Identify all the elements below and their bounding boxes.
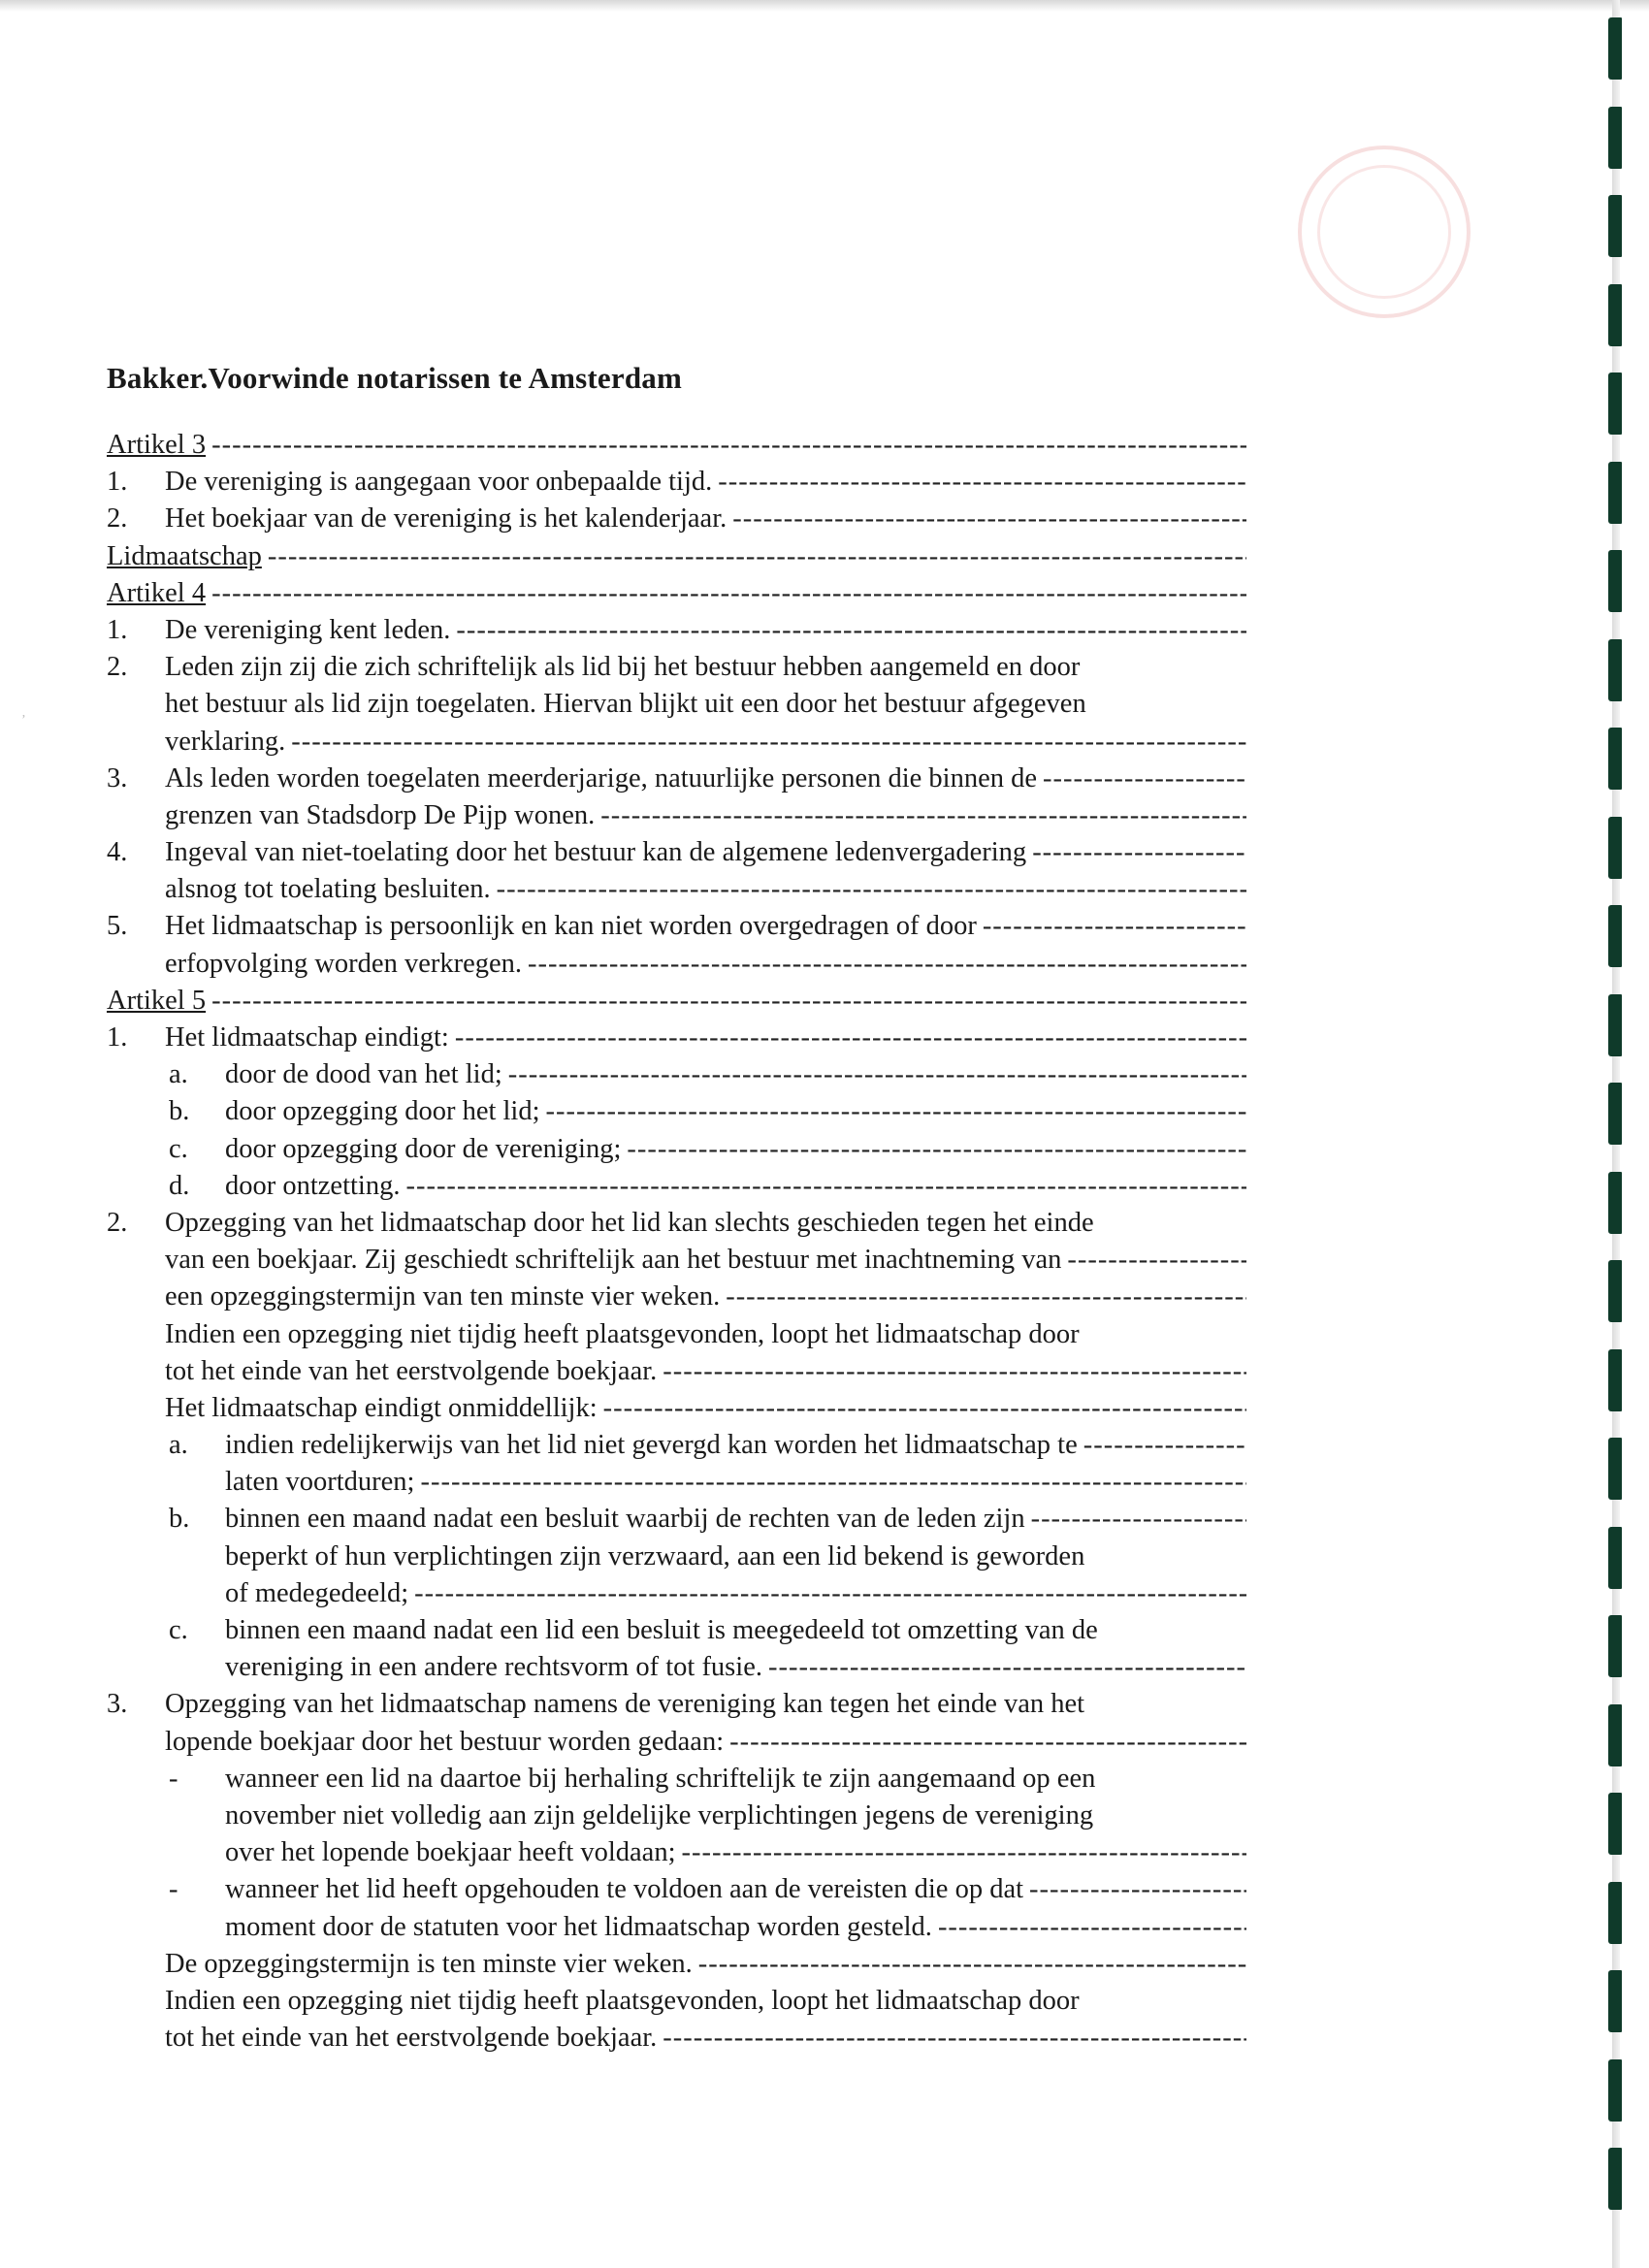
document-line bbox=[107, 1575, 1246, 1612]
document-line bbox=[107, 1390, 1246, 1427]
line-text: of medegedeeld; bbox=[225, 1577, 409, 1608]
binding-coil bbox=[1608, 1260, 1622, 1322]
document-line bbox=[107, 1093, 1246, 1130]
binding-coil bbox=[1608, 905, 1622, 967]
dash-filler bbox=[603, 1390, 1246, 1427]
line-text: Als leden worden toegelaten meerderjarige, natuurlijke personen die binnen de bbox=[165, 762, 1037, 794]
binding-coil bbox=[1608, 1882, 1622, 1944]
binding-coil bbox=[1608, 817, 1622, 879]
section-heading: Artikel 3 bbox=[107, 430, 207, 460]
list-marker: 2. bbox=[107, 1207, 128, 1238]
document-line bbox=[107, 1501, 1246, 1538]
dash-filler bbox=[497, 871, 1246, 908]
binding-coil bbox=[1608, 1172, 1622, 1234]
document-line bbox=[107, 1168, 1246, 1205]
line-text: een opzeggingstermijn van ten minste vier weken. bbox=[165, 1281, 721, 1312]
dash-filler bbox=[726, 1279, 1246, 1315]
binding-coil bbox=[1608, 1083, 1622, 1145]
binding-coil bbox=[1608, 1527, 1622, 1589]
document-line bbox=[107, 761, 1246, 797]
binding-coil bbox=[1608, 1349, 1622, 1411]
binding-coil bbox=[1608, 1615, 1622, 1677]
scan-top-edge bbox=[0, 0, 1649, 12]
list-marker: 3. bbox=[107, 762, 128, 794]
list-marker: b. bbox=[169, 1504, 190, 1535]
document-line bbox=[107, 2020, 1246, 2057]
document-line bbox=[107, 983, 1246, 1020]
document-line bbox=[107, 1056, 1246, 1093]
binding-coil bbox=[1608, 1438, 1622, 1500]
binding-coil bbox=[1608, 195, 1622, 257]
line-text: Ingeval van niet-toelating door het bestuur kan de algemene ledenvergadering bbox=[165, 837, 1027, 868]
document-line bbox=[107, 1131, 1246, 1168]
line-text: door ontzetting. bbox=[225, 1170, 401, 1201]
document-line bbox=[107, 834, 1246, 871]
section-heading: Artikel 5 bbox=[107, 985, 207, 1016]
scan-speck: ʼ bbox=[21, 713, 26, 728]
line-text: Leden zijn zij die zich schriftelijk als lid bij het bestuur hebben aangemeld en door bbox=[165, 652, 1081, 683]
dash-filler bbox=[938, 1909, 1246, 1946]
dash-filler bbox=[1031, 1501, 1246, 1538]
binding-coil bbox=[1608, 107, 1622, 169]
document-line bbox=[107, 686, 1246, 723]
dash-filler bbox=[1083, 1427, 1246, 1464]
document-line bbox=[107, 1020, 1246, 1056]
list-marker: 1. bbox=[107, 467, 128, 498]
line-text: wanneer een lid na daartoe bij herhaling schriftelijk te zijn aangemaand op een bbox=[225, 1763, 1096, 1794]
document-line bbox=[107, 1353, 1246, 1390]
dash-filler bbox=[1029, 1871, 1246, 1908]
line-text: wanneer het lid heeft opgehouden te voldoen aan de vereisten die op dat bbox=[225, 1874, 1024, 1905]
document-line bbox=[107, 1427, 1246, 1464]
list-marker: a. bbox=[169, 1059, 188, 1090]
dash-filler bbox=[211, 983, 1246, 1020]
line-text: alsnog tot toelating besluiten. bbox=[165, 874, 491, 905]
line-text: binnen een maand nadat een lid een besluit is meegedeeld tot omzetting van de bbox=[225, 1615, 1098, 1645]
document-line bbox=[107, 1871, 1246, 1908]
dash-filler bbox=[508, 1056, 1246, 1093]
line-text: van een boekjaar. Zij geschiedt schriftelijk aan het bestuur met inachtneming van bbox=[165, 1245, 1062, 1276]
dash-filler bbox=[211, 427, 1246, 464]
document-line bbox=[107, 1242, 1246, 1279]
list-marker: 3. bbox=[107, 1689, 128, 1720]
document-line bbox=[107, 797, 1246, 834]
list-marker: 1. bbox=[107, 1022, 128, 1053]
dash-filler bbox=[420, 1464, 1246, 1501]
line-text: lopende boekjaar door het bestuur worden gedaan: bbox=[165, 1726, 725, 1757]
binding-coil bbox=[1608, 639, 1622, 701]
dash-filler bbox=[405, 1168, 1246, 1205]
dash-filler bbox=[456, 612, 1246, 649]
dash-filler bbox=[768, 1649, 1246, 1686]
line-text: Indien een opzegging niet tijdig heeft plaatsgevonden, loopt het lidmaatschap door bbox=[165, 1985, 1080, 2016]
list-marker: 1. bbox=[107, 614, 128, 645]
line-text: moment door de statuten voor het lidmaatschap worden gesteld. bbox=[225, 1911, 932, 1942]
document-line bbox=[107, 1686, 1246, 1723]
section-heading: Lidmaatschap bbox=[107, 540, 262, 571]
binding-coil bbox=[1608, 284, 1622, 346]
document-line bbox=[107, 464, 1246, 501]
line-text: het bestuur als lid zijn toegelaten. Hiervan blijkt uit een door het bestuur afgegeven bbox=[165, 689, 1086, 720]
line-text: vereniging in een andere rechtsvorm of tot fusie. bbox=[225, 1652, 762, 1683]
document-line bbox=[107, 1946, 1246, 1983]
line-text: november niet volledig aan zijn geldelijke verplichtingen jegens de vereniging bbox=[225, 1799, 1094, 1831]
document-line bbox=[107, 538, 1246, 575]
document-line bbox=[107, 1761, 1246, 1798]
document-line bbox=[107, 946, 1246, 983]
dash-filler bbox=[414, 1575, 1246, 1612]
document-line bbox=[107, 427, 1246, 464]
document-line bbox=[107, 1279, 1246, 1315]
line-text: Indien een opzegging niet tijdig heeft plaatsgevonden, loopt het lidmaatschap door bbox=[165, 1318, 1080, 1349]
dash-filler bbox=[663, 1353, 1246, 1390]
document-body bbox=[107, 427, 1246, 2057]
list-marker: d. bbox=[169, 1170, 190, 1201]
binding-coil bbox=[1608, 2059, 1622, 2122]
document-line bbox=[107, 649, 1246, 686]
binding-coil bbox=[1608, 17, 1622, 80]
line-text: Opzegging van het lidmaatschap door het lid kan slechts geschieden tegen het einde bbox=[165, 1207, 1094, 1238]
binding-coil bbox=[1608, 1793, 1622, 1855]
document-line bbox=[107, 575, 1246, 612]
line-text: grenzen van Stadsdorp De Pijp wonen. bbox=[165, 799, 596, 830]
line-text: Het lidmaatschap is persoonlijk en kan niet worden overgedragen of door bbox=[165, 911, 977, 942]
document-line bbox=[107, 612, 1246, 649]
list-marker: - bbox=[169, 1763, 178, 1794]
line-text: verklaring. bbox=[165, 726, 286, 757]
dash-filler bbox=[718, 464, 1246, 501]
document-line bbox=[107, 501, 1246, 537]
binding-coil bbox=[1608, 373, 1622, 435]
document-line bbox=[107, 1612, 1246, 1649]
list-marker: - bbox=[169, 1874, 178, 1905]
document-line bbox=[107, 1983, 1246, 2020]
line-text: Opzegging van het lidmaatschap namens de vereniging kan tegen het einde van het bbox=[165, 1689, 1085, 1720]
document-line bbox=[107, 1724, 1246, 1761]
notary-header: Bakker.Voorwinde notarissen te Amsterdam bbox=[107, 361, 682, 395]
list-marker: a. bbox=[169, 1430, 188, 1461]
line-text: over het lopende boekjaar heeft voldaan; bbox=[225, 1837, 676, 1868]
line-text: Het boekjaar van de vereniging is het kalenderjaar. bbox=[165, 503, 728, 535]
list-marker: c. bbox=[169, 1615, 188, 1645]
list-marker: 2. bbox=[107, 652, 128, 683]
document-line bbox=[107, 1316, 1246, 1353]
section-heading: Artikel 4 bbox=[107, 577, 207, 608]
line-text: door opzegging door het lid; bbox=[225, 1096, 540, 1127]
dash-filler bbox=[732, 501, 1246, 537]
dash-filler bbox=[1067, 1242, 1246, 1279]
spiral-binding bbox=[1591, 0, 1649, 2268]
line-text: binnen een maand nadat een besluit waarbij de rechten van de leden zijn bbox=[225, 1504, 1025, 1535]
list-marker: b. bbox=[169, 1096, 190, 1127]
line-text: beperkt of hun verplichtingen zijn verzwaard, aan een lid bekend is geworden bbox=[225, 1540, 1085, 1571]
document-line bbox=[107, 1464, 1246, 1501]
line-text: De vereniging is aangegaan voor onbepaalde tijd. bbox=[165, 467, 713, 498]
list-marker: 2. bbox=[107, 503, 128, 535]
document-line bbox=[107, 1798, 1246, 1834]
dash-filler bbox=[600, 797, 1246, 834]
binding-coil bbox=[1608, 994, 1622, 1056]
line-text: door de dood van het lid; bbox=[225, 1059, 502, 1090]
line-text: door opzegging door de vereniging; bbox=[225, 1133, 622, 1164]
dash-filler bbox=[698, 1946, 1246, 1983]
list-marker: 5. bbox=[107, 911, 128, 942]
document-line bbox=[107, 1649, 1246, 1686]
dash-filler bbox=[268, 538, 1246, 575]
list-marker: 4. bbox=[107, 837, 128, 868]
line-text: laten voortduren; bbox=[225, 1467, 415, 1498]
list-marker: c. bbox=[169, 1133, 188, 1164]
dash-filler bbox=[983, 908, 1246, 945]
dash-filler bbox=[627, 1131, 1246, 1168]
binding-coil bbox=[1608, 462, 1622, 524]
line-text: indien redelijkerwijs van het lid niet gevergd kan worden het lidmaatschap te bbox=[225, 1430, 1078, 1461]
line-text: tot het einde van het eerstvolgende boekjaar. bbox=[165, 1355, 658, 1386]
binding-coil bbox=[1608, 1704, 1622, 1766]
line-text: De vereniging kent leden. bbox=[165, 614, 451, 645]
dash-filler bbox=[729, 1724, 1246, 1761]
dash-filler bbox=[211, 575, 1246, 612]
document-line bbox=[107, 908, 1246, 945]
binding-coil bbox=[1608, 1970, 1622, 2032]
dash-filler bbox=[1032, 834, 1246, 871]
dash-filler bbox=[546, 1093, 1246, 1130]
line-text: tot het einde van het eerstvolgende boekjaar. bbox=[165, 2023, 658, 2054]
document-line bbox=[107, 724, 1246, 761]
binding-coil bbox=[1608, 550, 1622, 612]
binding-coil bbox=[1608, 728, 1622, 790]
document-line bbox=[107, 871, 1246, 908]
line-text: De opzeggingstermijn is ten minste vier weken. bbox=[165, 1948, 693, 1979]
notary-seal-watermark bbox=[1298, 146, 1471, 318]
dash-filler bbox=[455, 1020, 1246, 1056]
document-line bbox=[107, 1539, 1246, 1575]
dash-filler bbox=[663, 2020, 1246, 2057]
dash-filler bbox=[682, 1834, 1246, 1871]
dash-filler bbox=[1043, 761, 1246, 797]
dash-filler bbox=[291, 724, 1246, 761]
binding-coil bbox=[1608, 2148, 1622, 2210]
line-text: erfopvolging worden verkregen. bbox=[165, 948, 522, 979]
document-line bbox=[107, 1205, 1246, 1242]
line-text: Het lidmaatschap eindigt onmiddellijk: bbox=[165, 1392, 598, 1423]
dash-filler bbox=[528, 946, 1246, 983]
document-line bbox=[107, 1834, 1246, 1871]
document-line bbox=[107, 1909, 1246, 1946]
line-text: Het lidmaatschap eindigt: bbox=[165, 1022, 449, 1053]
